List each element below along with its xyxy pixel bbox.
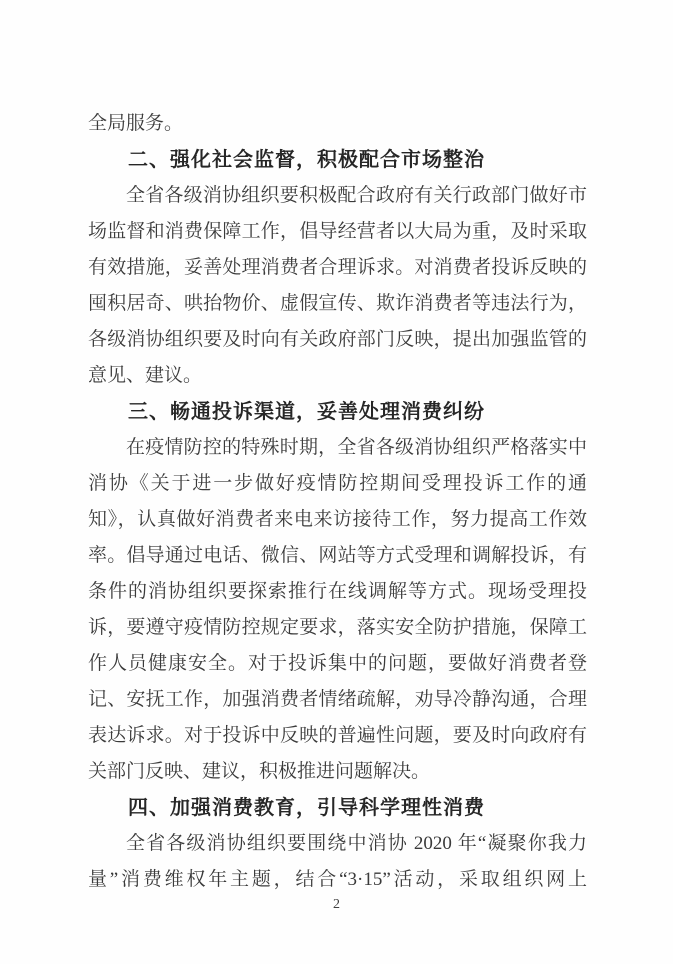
- section-3-paragraph: 在疫情防控的特殊时期，全省各级消协组织严格落实中消协《关于进一步做好疫情防控期间受理投诉工作的通知》，认真做好消费者来电来访接待工作，努力提高工作效率。倡导通过电话、微信、网站等方式受理和调解投诉，有条件的消协组织要探索推行在线调解等方式。现场受理投诉，要遵守疫情防控规定要求，落实安全防护措施，保障工作人员健康安全。对于投诉集中的问题，要做好消费者登记、安抚工作，加强消费者情绪疏解，劝导冷静沟通，合理表达诉求。对于投诉中反映的普遍性问题，要及时向政府有关部门反映、建议，积极推进问题解决。: [88, 437, 587, 782]
- paragraph-continuation: 全局服务。: [88, 113, 184, 134]
- section-2-paragraph: 全省各级消协组织要积极配合政府有关行政部门做好市场监督和消费保障工作，倡导经营者以大局为重，及时采取有效措施，妥善处理消费者合理诉求。对消费者投诉反映的囤积居奇、哄抬物价、虚假宣传、欺诈消费者等违法行为，各级消协组织要及时向有关政府部门反映，提出加强监管的意见、建议。: [88, 185, 587, 386]
- section-heading-4: 四、加强消费教育，引导科学理性消费: [128, 797, 485, 819]
- document-body: [88, 106, 587, 898]
- section-heading-3: 三、畅通投诉渠道，妥善处理消费纠纷: [128, 401, 485, 423]
- section-4-paragraph: 全省各级消协组织要围绕中消协 2020 年“凝聚你我力量”消费维权年主题，结合“3·15”活动，采取组织网上: [88, 833, 587, 890]
- page-number: 2: [333, 897, 340, 912]
- section-heading-2: 二、强化社会监督，积极配合市场整治: [128, 149, 485, 171]
